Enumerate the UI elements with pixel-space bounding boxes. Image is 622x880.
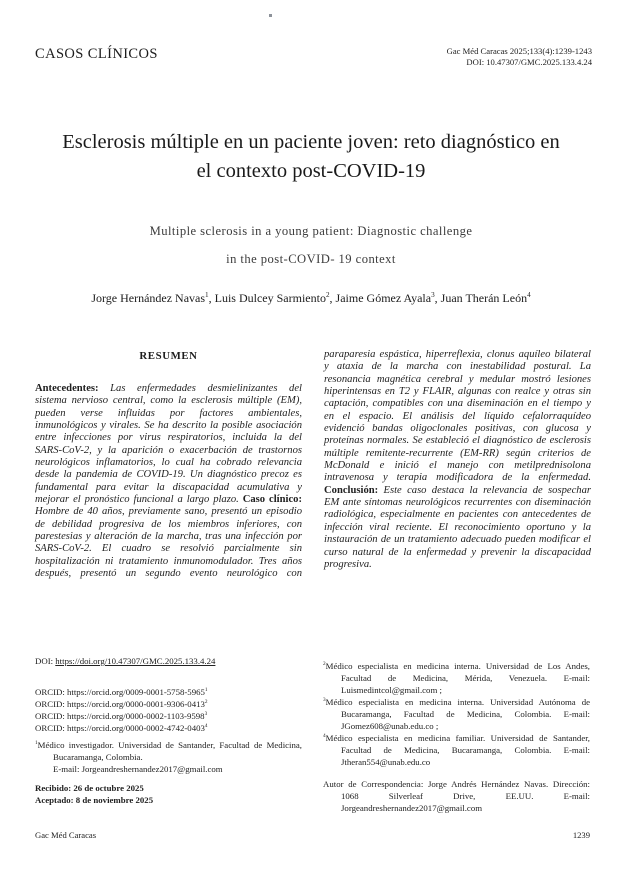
abstract-columns	[35, 349, 591, 581]
doi-line	[35, 655, 302, 667]
journal-reference	[447, 46, 592, 68]
article-title-es-line1: Esclerosis múltiple en un paciente joven: reto diagnóstico en	[62, 131, 560, 153]
orcid-line-1: ORCID: https://orcid.org/0009-0001-5758-5965$^1$	[35, 687, 208, 697]
affiliation-1-text: $^1$Médico investigador. Universidad de Santander, Facultad de Medicina, Bucaramanga, Colombia.	[35, 740, 302, 762]
affiliation-1	[35, 739, 302, 775]
article-title-en-line1: Multiple sclerosis in a young patient: Diagnostic challenge	[149, 224, 473, 238]
orcid-line-4: ORCID: https://orcid.org/0000-0002-4742-0403$^4$	[35, 723, 208, 733]
article-title-en-line2: in the post-COVID- 19 context	[226, 252, 396, 266]
authors-line: Jorge Hernández Navas$^1$, Luis Dulcey Sarmiento$^2$, Jaime Gómez Ayala$^3$, Juan Therán León$^4$	[91, 291, 531, 305]
journal-citation: Gac Méd Caracas 2025;133(4):1239-1243	[446, 46, 592, 56]
article-title-english	[20, 217, 602, 273]
page-header	[35, 46, 592, 68]
orcid-list	[35, 686, 302, 734]
footnotes-area	[35, 655, 591, 814]
abstract-heading: RESUMEN	[139, 350, 198, 362]
footnotes-right-column	[323, 655, 590, 814]
doi-label: DOI:	[35, 656, 56, 666]
orcid-line-3: ORCID: https://orcid.org/0000-0002-1103-9598$^3$	[35, 711, 208, 721]
affiliation-3: $^3$Médico especialista en medicina interna. Universidad Autónoma de Bucaramanga, Facultad de Medicina, Colombia. E-mail: JGomez608@unab.edu.co ;	[323, 697, 590, 731]
corresponding-author: Autor de Correspondencia: Jorge Andrés Hernández Navas. Dirección: 1068 Silverleaf Drive, EE.UU. E-mail: Jorgeandreshernandez2017@gmail.com	[323, 779, 590, 813]
affiliation-1-email: E-mail: Jorgeandreshernandez2017@gmail.com	[53, 764, 223, 774]
footer-journal-name: Gac Méd Caracas	[35, 830, 97, 840]
scan-artifact-dot	[269, 14, 272, 17]
page-footer	[35, 830, 590, 840]
article-title-spanish	[20, 128, 602, 186]
abstract-text-left: Antecedentes: Las enfermedades desmielinizantes del sistema nervioso central, como la esclerosis múltiple (EM), pueden verse influidas por factores ambientales, inmunológicos y virales. Se ha descrito la posible asociación entre infecciones por virus respiratorios, incluida la del SARS-CoV-2, y la aparición o exacerbación de trastornos neurológicos inflamatorios, lo cual ha cobrado relevancia desde la pandemia de COVID-19. Un diagnóstico precoz es fundamental para evitar la discapacidad acumulativa y mejorar el pronóstico funcional a largo plazo. Caso clínico: Hombre de 40 años, previamente sano, presentó un episodio de debilidad progresiva de los miembros inferiores, con parestesias y alteración de la marcha, tras una infección por SARS-CoV-2. El cuadro se resolvió parcialmente sin hospitalización ni tratamiento inmunomodulador. Tres años después, presentó un segundo evento neurológico con	[35, 383, 302, 580]
affiliation-4: $^4$Médico especialista en medicina familiar. Universidad de Santander, Facultad de Medicina, Bucaramanga, Colombia. E-mail: Jtheran554@unab.edu.co	[323, 733, 590, 767]
doi-link[interactable]: https://doi.org/10.47307/GMC.2025.133.4.24	[55, 656, 216, 666]
article-title-es-line2: el contexto post-COVID-19	[196, 160, 426, 182]
orcid-line-2: ORCID: https://orcid.org/0000-0001-9306-0413$^2$	[35, 699, 208, 709]
section-label: CASOS CLÍNICOS	[35, 46, 158, 62]
abstract-column-right	[324, 349, 591, 581]
header-doi: DOI: 10.47307/GMC.2025.133.4.24	[466, 57, 592, 67]
footnotes-left-column	[35, 655, 302, 814]
abstract-column-left	[35, 349, 302, 581]
abstract-text-right: paraparesia espástica, hiperreflexia, clonus aquíleo bilateral y ataxia de la marcha con inestabilidad postural. La resonancia magnética cerebral y medular mostró lesiones hiperintensas en T2 y FLAIR, algunas con realce y otras sin captación, compatibles con una diseminación en el tiempo y en el espacio. El análisis del líquido cefalorraquídeo evidenció bandas oligoclonales positivas, con glucosa y proteínas normales. Se estableció el diagnóstico de esclerosis múltiple remitente-recurrente (EM-RR) según criterios de McDonald e inició el manejo con metilprednisolona intravenosa y terapia modificadora de la enfermedad. Conclusión: Este caso destaca la relevancia de sospechar EM ante síntomas neurológicos recurrentes con diseminación radiológica, especialmente en pacientes con antecedentes de infección viral reciente. El reconocimiento oportuno y la instauración de un tratamiento adecuado pueden modificar el curso natural de la enfermedad y prevenir la discapacidad progresiva.	[324, 349, 591, 570]
received-date: Recibido: 26 de octubre 2025	[35, 783, 144, 793]
affiliation-2: $^2$Médico especialista en medicina interna. Universidad de Los Andes, Facultad de Medicina, Mérida, Venezuela. E-mail: Luismedintcol@gmail.com ;	[323, 661, 590, 695]
accepted-date: Aceptado: 8 de noviembre 2025	[35, 795, 154, 805]
page-number: 1239	[572, 830, 590, 840]
dates-block	[35, 782, 302, 806]
